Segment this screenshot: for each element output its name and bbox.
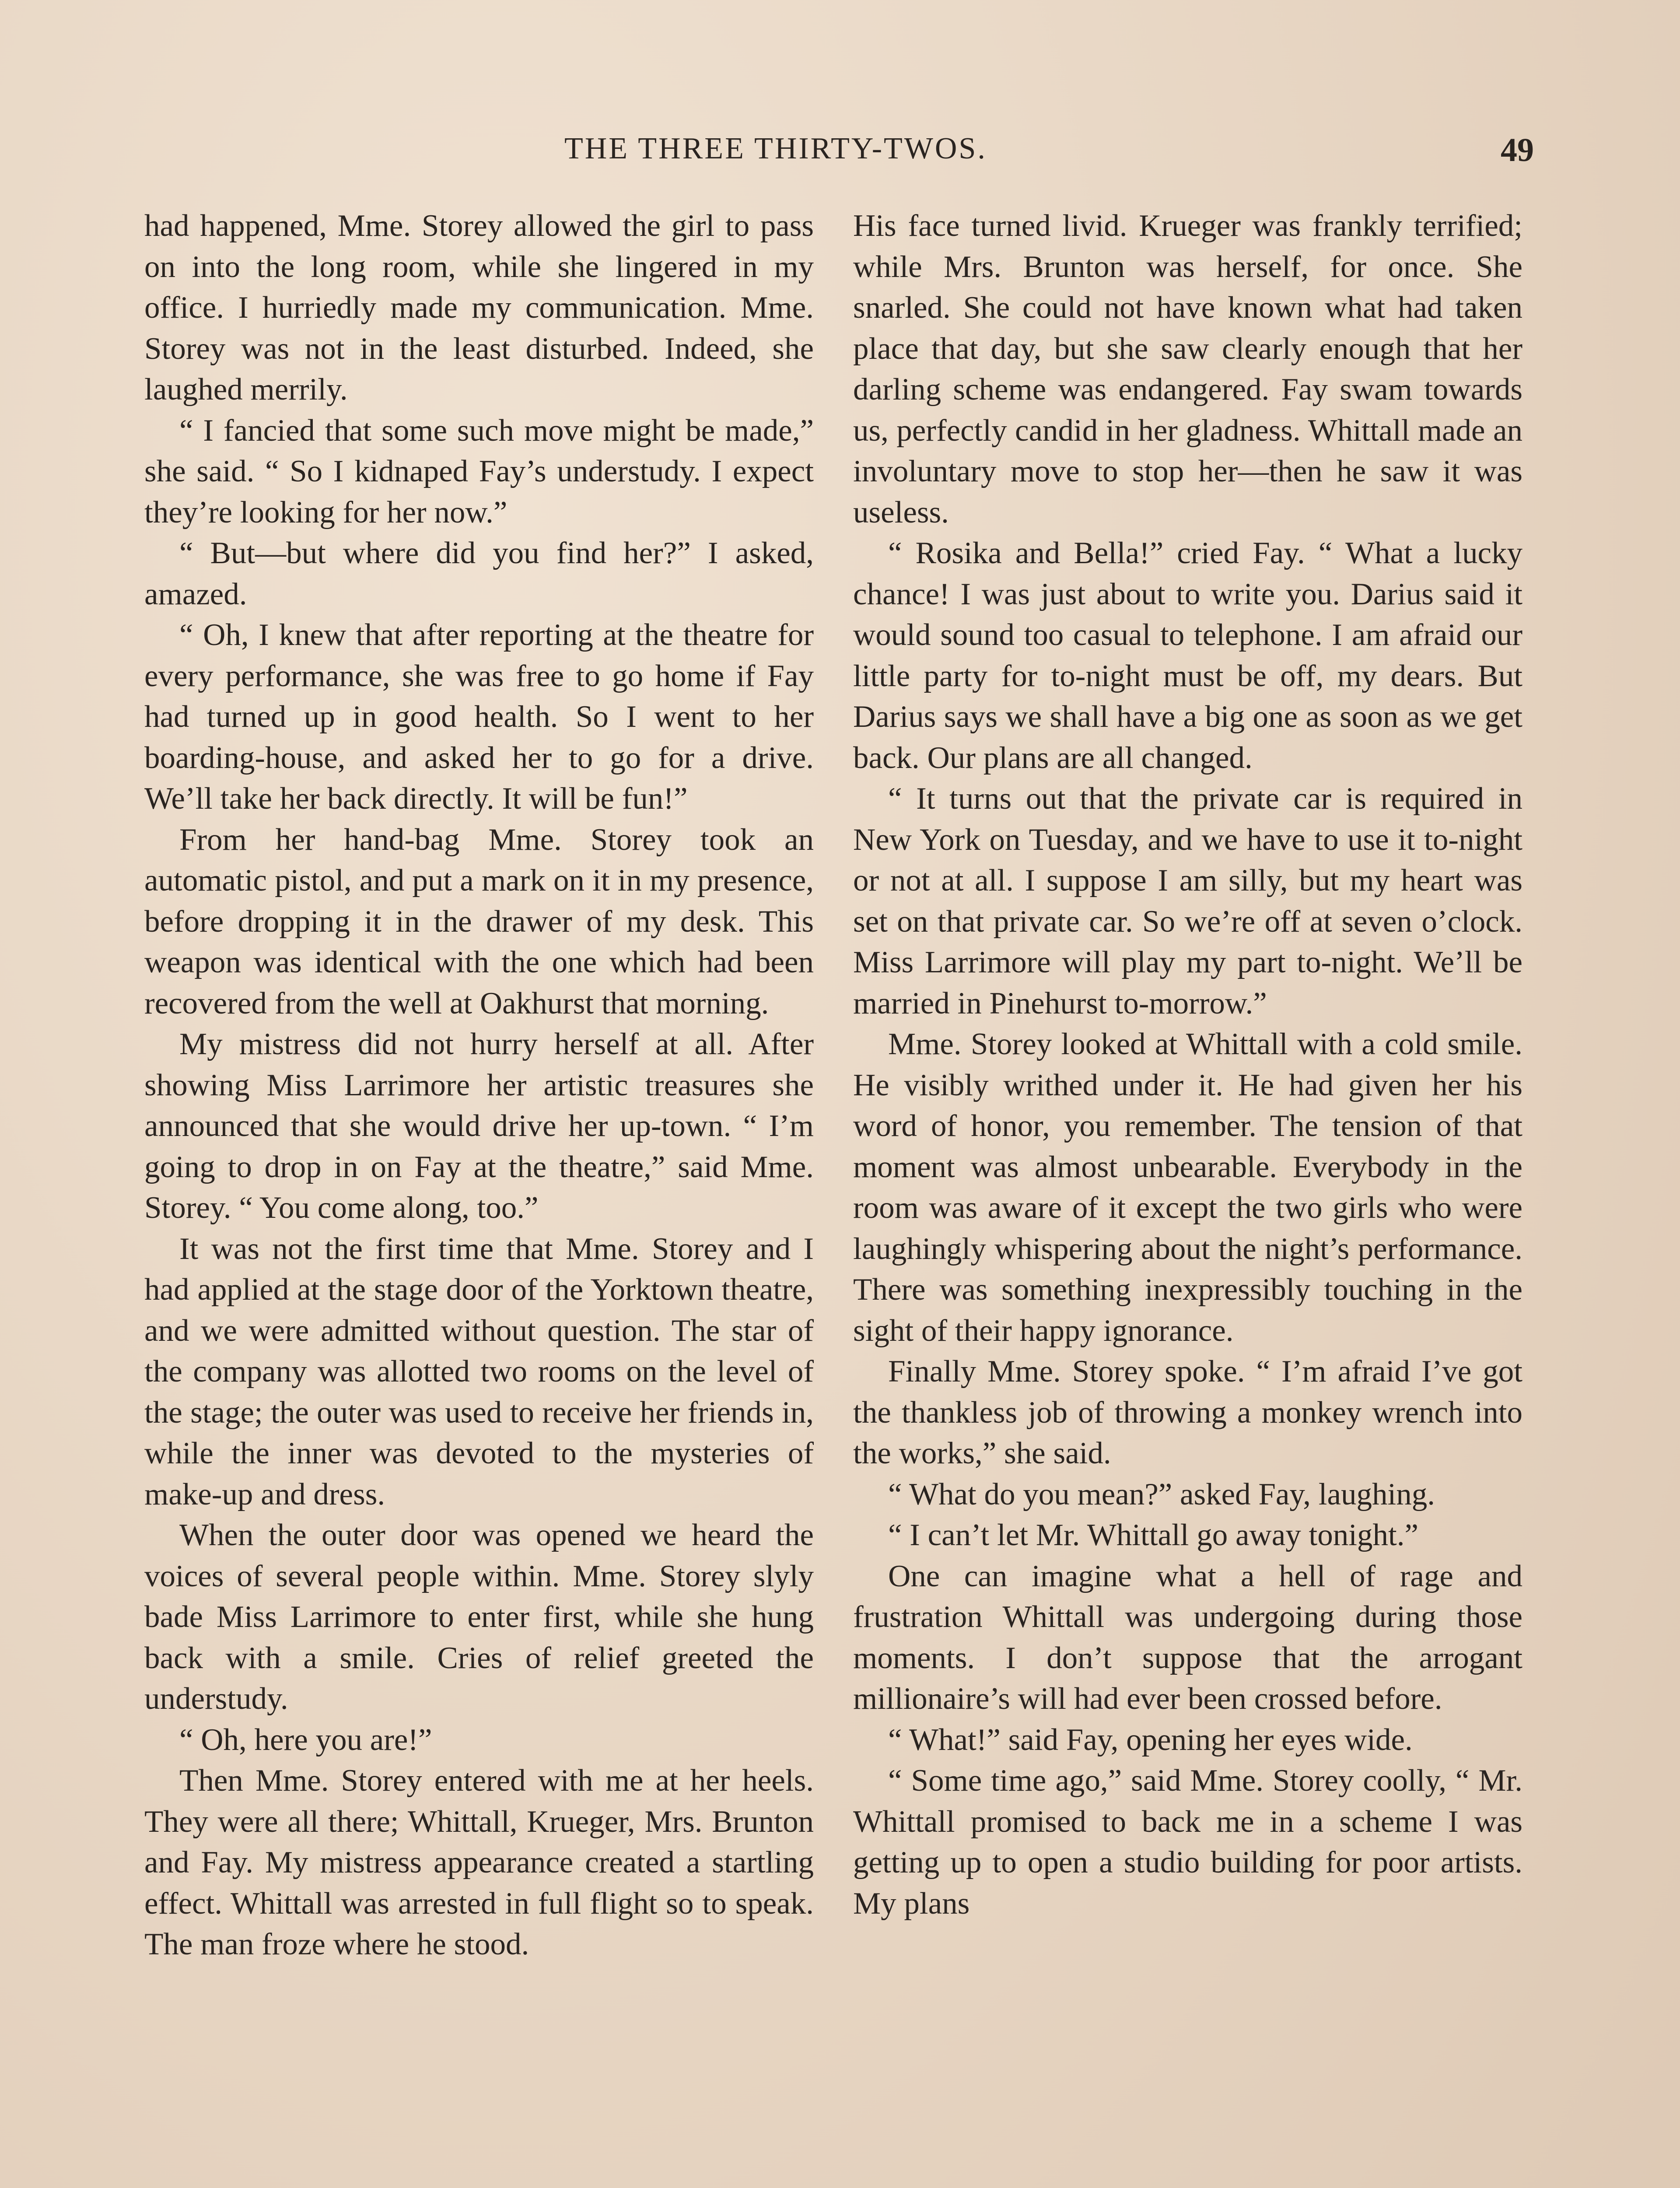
paragraph: “ I fancied that some such move might be made,” she said. “ So I kidnaped Fay’s understudy. I expect they’re looking for her now.” bbox=[144, 413, 814, 529]
paragraph: When the outer door was opened we heard the voices of several people within. Mme. Storey slyly bade Miss Larrimore to enter first, while she hung back with a smile. Cries of relief greeted the understudy. bbox=[144, 1518, 814, 1716]
paragraph: One can imagine what a hell of rage and frustration Whittall was undergoing during those moments. I don’t suppose that the arrogant millionaire’s will had ever been crossed before. bbox=[853, 1559, 1522, 1716]
paragraph: His face turned livid. Krueger was frankly terrified; while Mrs. Brunton was herself, for once. She snarled. She could not have known what had taken place that day, but she saw clearly enough that her darling scheme was endangered. Fay swam towards us, perfectly candid in her gladness. Whittall made an involuntary move to stop her—then he saw it was useless. bbox=[853, 209, 1522, 529]
paragraph: “ It turns out that the private car is required in New York on Tuesday, and we have to use it to-night or not at all. I suppose I am silly, but my heart was set on that private car. So we’re off at seven o’clock. Miss Larrimore will play my part to-night. We’ll be married in Pinehurst to-morrow.” bbox=[853, 782, 1522, 1020]
paragraph: had happened, Mme. Storey allowed the girl to pass on into the long room, while she lingered in my office. I hurriedly made my communication. Mme. Storey was not in the least disturbed. Indeed, she laughed merrily. bbox=[144, 209, 814, 407]
right-text-column bbox=[853, 206, 1522, 1924]
left-text-column bbox=[144, 206, 814, 1965]
paragraph: “ Rosika and Bella!” cried Fay. “ What a lucky chance! I was just about to write you. Darius said it would sound too casual to telephone. I am afraid our little party for to-night must be off, my dears. But Darius says we shall have a big one as soon as we get back. Our plans are all changed. bbox=[853, 536, 1522, 775]
paragraph: “ But—but where did you find her?” I asked, amazed. bbox=[144, 536, 814, 611]
running-head: THE THREE THIRTY-TWOS. bbox=[564, 132, 987, 165]
paragraph: “ I can’t let Mr. Whittall go away tonight.” bbox=[888, 1518, 1418, 1552]
paragraph: “ Some time ago,” said Mme. Storey coolly, “ Mr. Whittall promised to back me in a scheme I was getting up to open a studio building for poor artists. My plans bbox=[853, 1764, 1522, 1921]
paragraph: “ What do you mean?” asked Fay, laughing. bbox=[888, 1477, 1435, 1511]
page-number: 49 bbox=[1501, 132, 1534, 168]
paragraph: It was not the first time that Mme. Storey and I had applied at the stage door of the Yorktown theatre, and we were admitted without question. The star of the company was allotted two rooms on the level of the stage; the outer was used to receive her friends in, while the inner was devoted to the mysteries of make-up and dress. bbox=[144, 1231, 814, 1511]
paragraph: “ What!” said Fay, opening her eyes wide. bbox=[888, 1722, 1413, 1757]
paragraph: Mme. Storey looked at Whittall with a cold smile. He visibly writhed under it. He had given her his word of honor, you remember. The tension of that moment was almost unbearable. Everybody in the room was aware of it except the two girls who were laughingly whispering about the night’s performance. There was something inexpressibly touching in the sight of their happy ignorance. bbox=[853, 1027, 1522, 1348]
paragraph: “ Oh, I knew that after reporting at the theatre for every performance, she was free to go home if Fay had turned up in good health. So I went to her boarding-house, and asked her to go for a drive. We’ll take her back directly. It will be fun!” bbox=[144, 618, 814, 816]
paragraph: “ Oh, here you are!” bbox=[179, 1722, 432, 1757]
paragraph: Then Mme. Storey entered with me at her heels. They were all there; Whittall, Krueger, Mrs. Brunton and Fay. My mistress appearance created a startling effect. Whittall was arrested in full flight so to speak. The man froze where he stood. bbox=[144, 1764, 814, 1961]
paragraph: My mistress did not hurry herself at all. After showing Miss Larrimore her artistic treasures she announced that she would drive her up-town. “ I’m going to drop in on Fay at the theatre,” said Mme. Storey. “ You come along, too.” bbox=[144, 1027, 814, 1225]
paragraph: From her hand-bag Mme. Storey took an automatic pistol, and put a mark on it in my presence, before dropping it in the drawer of my desk. This weapon was identical with the one which had been recovered from the well at Oakhurst that morning. bbox=[144, 822, 814, 1020]
paragraph: Finally Mme. Storey spoke. “ I’m afraid I’ve got the thankless job of throwing a monkey wrench into the works,” she said. bbox=[853, 1354, 1522, 1470]
